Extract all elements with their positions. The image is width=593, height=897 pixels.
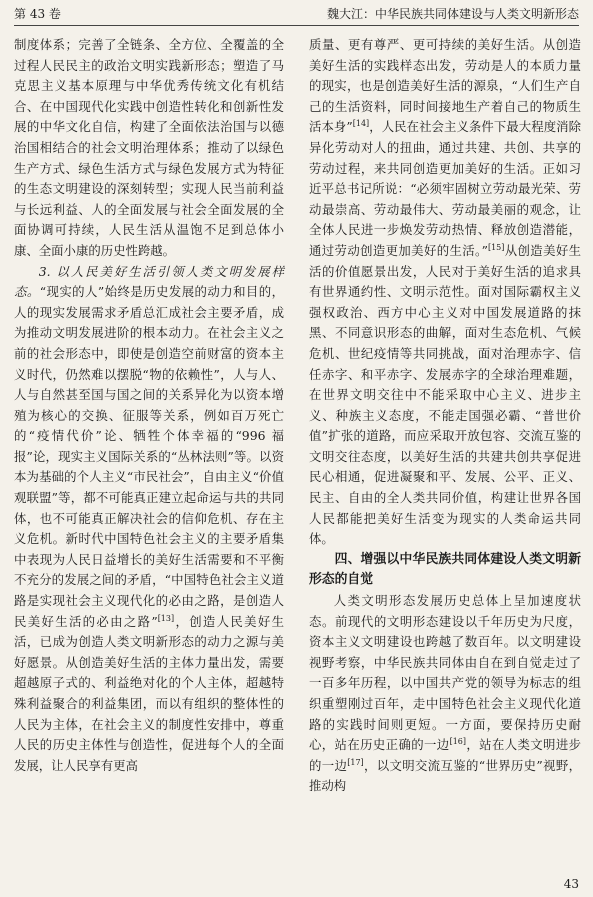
footnote-ref[interactable]: [13] xyxy=(157,613,175,623)
volume-label: 第 43 卷 xyxy=(14,7,61,21)
paragraph-text: 质量、更有尊严、更可持续的美好生活。从创造美好生活的实践样态出发，劳动是人的本质力量的现实，也是创造美好生活的源泉，“人们生产自己的生活资料，同时间接地生产着自己的物质生活本身” xyxy=(309,37,581,135)
paragraph xyxy=(14,262,284,777)
paragraph-text: ，以文明交流互鉴的“世界历史”视野，推动构 xyxy=(309,757,582,794)
footnote-ref[interactable]: [17] xyxy=(347,757,364,767)
running-header xyxy=(14,3,579,26)
left-column xyxy=(14,35,284,776)
subsection-heading: 3. 以人民美好生活引领人类文明发展样态。 xyxy=(14,263,284,300)
paragraph-text: ，站在人类文明进步的一边 xyxy=(309,737,582,773)
footnote-ref[interactable]: [14] xyxy=(352,119,370,129)
footnote-ref[interactable]: [15] xyxy=(487,242,505,252)
paragraph-text: ，创造人民美好生活，已成为创造人类文明新形态的动力之源与美好愿景。从创造美好生活的主体力量出发，需要超越原子式的、利益绝对化的个人主体，超越特殊利益聚合的利益集团，而以有组织的整体性的人民为主体，在社会主义的制度性安排中，尊重人民的历史主体性与创造性，促进每个人的全面发展，让人民享有更高 xyxy=(14,613,284,773)
page-number: 43 xyxy=(563,877,579,891)
running-title: 魏大江：中华民族共同体建设与人类文明新形态 xyxy=(326,7,579,21)
paragraph-text: ，人民在社会主义条件下最大程度消除异化劳动对人的扭曲，通过共建、共创、共享的劳动过程，来共同创造更加美好的生活。正如习近平总书记所说：“必须牢固树立劳动最光荣、劳动最崇高、劳动最伟大、劳动最美丽的观念，让全体人民进一步焕发劳动热情、释放创造潜能，通过劳动创造更加美好的生活。” xyxy=(309,119,582,258)
right-column xyxy=(309,35,581,797)
paragraph-text: 从创造美好生活的价值愿景出发，人民对于美好生活的追求具有世界通约性、文明示范性。面对国际霸权主义强权政治、西方中心主义对中国发展道路的抹黑、不同意识形态的曲解，面对生态危机、气候危机、世纪疫情等共同挑战，面对治理赤字、信任赤字、和平赤字、发展赤字的全球治理难题，在世界文明交往中不能采取中心主义、进步主义、种族主义态度，不能走国强必霸、“普世价值”扩张的道路，而应采取开放包容、交流互鉴的文明交往态度，以美好生活的共建共创共享促进民心相通，促进凝聚和平、发展、公平、正义、民主、自由的全人类共同价值，构建让世界各国人民都能把美好生活变为现实的人类命运共同体。 xyxy=(309,242,582,547)
paragraph-text: 人类文明形态发展历史总体上呈加速度状态。前现代的文明形态建设以千年历史为尺度，资本主义文明建设也跨越了数百年。以文明建设视野考察，中华民族共同体由自在到自觉走过了一百多年历程，以中国共产党的领导为标志的组织重塑刚过百年，走中国特色社会主义现代化道路的实践时间则更短。一方面，要保持历史耐心，站在历史正确的一边 xyxy=(309,593,581,753)
paragraph xyxy=(309,591,581,797)
section-heading: 四、增强以中华民族共同体建设人类文明新形态的自觉 xyxy=(309,551,581,588)
footnote-ref[interactable]: [16] xyxy=(449,737,466,747)
paragraph-text: “现实的人”始终是历史发展的动力和目的，人的现实发展需求矛盾总汇成社会主要矛盾，成为推动文明发展进阶的根本动力。在社会主义之前的社会形态中，即使是创造空前财富的资本主义时代，仍然难以摆脱“物的依赖性”，人与人、人与自然甚至国与国之间的关系异化为以资本增殖为核心的交换、征服等关系，例如百万死亡的“疫情代价”论、牺牲个体幸福的“996 福报”论，现实主义国际关系的“丛林法则”等。以资本为基础的个人主义“市民社会”，自由主义“价值观联盟”等，都不可能真正建立起命运与共的共同体，也不可能真正解决社会的信仰危机、存在主义危机。新时代中国特色社会主义的主要矛盾集中表现为人民日益增长的美好生活需要和不平衡不充分的发展之间的矛盾，“中国特色社会主义道路是实现社会主义现代化的必由之路，是创造人民美好生活的必由之路” xyxy=(14,284,284,629)
paragraph xyxy=(309,35,581,550)
paragraph: 制度体系；完善了全链条、全方位、全覆盖的全过程人民民主的政治文明实践新形态；塑造了马克思主义基本原理与中华优秀传统文化有机结合、在中国现代化实践中创造性转化和创新性发展的中华文化自信，构建了全面依法治国与以德治国相结合的社会文明治理体系；推动了以绿色生产方式、绿色生活方式与绿色发展方式为特征的生态文明建设的深刻转型；实现人民当前利益与长远利益、人的全面发展与社会全面发展的全面协调可持续，人民生活从温饱不足到总体小康、全面小康的历史性跨越。 xyxy=(14,37,284,258)
